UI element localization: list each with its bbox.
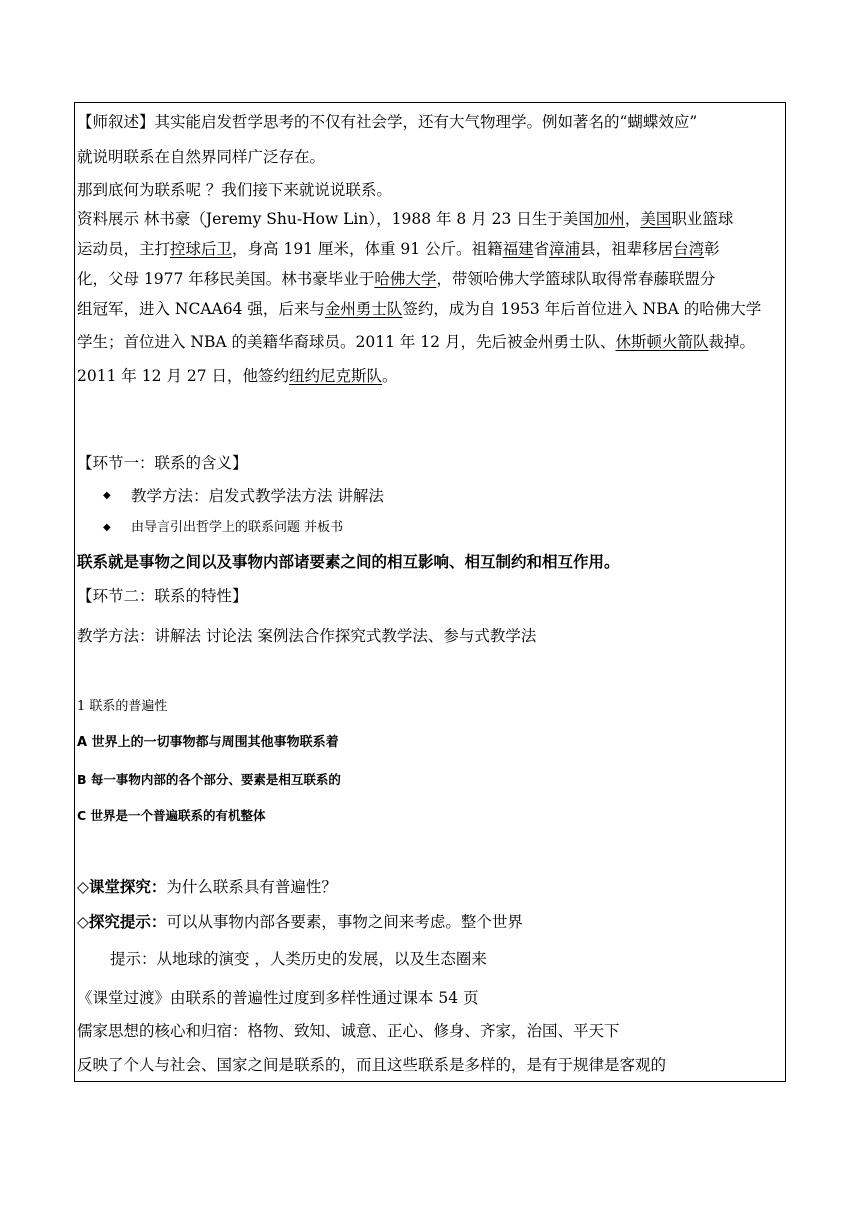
class-transition: 《课堂过渡》由联系的普遍性过度到多样性通过课本 54 页	[77, 989, 479, 1007]
conclusion-line: 反映了个人与社会、国家之间是联系的，而且这些联系是多样的，是有于规律是客观的	[77, 1056, 667, 1074]
definition: 联系就是事物之间以及事物内部诸要素之间的相互影响、相互制约和相互作用。	[77, 553, 620, 571]
hint-line: 提示：从地球的演变 ，人类历史的发展，以及生态圈来	[110, 950, 487, 968]
link-knicks[interactable]: 纽约尼克斯队	[289, 367, 383, 385]
teacher-narration-line-2: 就说明联系在自然界同样广泛存在。	[77, 148, 326, 166]
bullet-icon: ◆	[103, 522, 111, 533]
link-warriors[interactable]: 金州勇士队	[324, 300, 403, 318]
link-fujian[interactable]: 福建	[502, 240, 534, 258]
link-rockets[interactable]: 休斯顿火箭队	[615, 333, 709, 351]
link-harvard[interactable]: 哈佛大学	[374, 270, 437, 288]
class-inquiry: ◇课堂探究：为什么联系具有普遍性？	[77, 878, 337, 896]
teaching-methods: 教学方法：讲解法 讨论法 案例法合作探究式教学法、参与式教学法	[77, 627, 537, 645]
material-line-5: 学生；首位进入 NBA 的美籍华裔球员。2011 年 12 月，先后被金州勇士队、休斯顿火箭队裁掉。	[77, 333, 755, 351]
link-zhangpu[interactable]: 漳浦	[549, 240, 581, 258]
material-line-4: 组冠军，进入 NCAA64 强，后来与金州勇士队签约，成为自 1953 年后首位进入 NBA 的哈佛大学	[77, 300, 762, 318]
link-point-guard[interactable]: 控球后卫	[170, 240, 233, 258]
inquiry-hint: ◇探究提示：可以从事物内部各要素，事物之间来考虑。整个世界	[77, 913, 523, 931]
point-a: A 世界上的一切事物都与周围其他事物联系着	[77, 735, 339, 750]
material-line-1: 资料展示 林书豪（Jeremy Shu-How Lin），1988 年 8 月 23 日生于美国加州，美国职业篮球	[77, 210, 734, 228]
bullet-item-method: 教学方法：启发式教学法方法 讲解法	[131, 487, 384, 505]
section-heading-1: 【环节一：联系的含义】	[77, 454, 248, 472]
bullet-icon: ◆	[103, 490, 111, 501]
point-b: B 每一事物内部的各个部分、要素是相互联系的	[77, 772, 341, 787]
section-heading-2: 【环节二：联系的特性】	[77, 587, 248, 605]
question-line: 那到底何为联系呢 ？我们接下来就说说联系。	[77, 181, 392, 199]
link-taiwan[interactable]: 台湾	[673, 240, 705, 258]
teacher-narration-line-1: 【师叙述】其实能启发哲学思考的不仅有社会学，还有大气物理学。例如著名的“蝴蝶效应”	[77, 113, 698, 131]
material-line-2: 运动员，主打控球后卫，身高 191 厘米，体重 91 公斤。祖籍福建省漳浦县，祖辈移居台湾彰	[77, 240, 720, 258]
material-line-3: 化，父母 1977 年移民美国。林书豪毕业于哈佛大学，带领哈佛大学篮球队取得常春藤联盟分	[77, 270, 716, 288]
bullet-item-intro: 由导言引出哲学上的联系问题 并板书	[131, 520, 344, 535]
subsection-universality: 1 联系的普遍性	[77, 699, 168, 714]
link-usa[interactable]: 美国	[640, 210, 672, 228]
material-line-6: 2011 年 12 月 27 日，他签约纽约尼克斯队。	[77, 367, 398, 385]
confucian-thought: 儒家思想的核心和归宿：格物、致知、诚意、正心、修身、齐家，治国、平天下	[77, 1022, 620, 1040]
point-c: C 世界是一个普遍联系的有机整体	[77, 808, 266, 823]
link-california[interactable]: 加州	[593, 210, 625, 228]
